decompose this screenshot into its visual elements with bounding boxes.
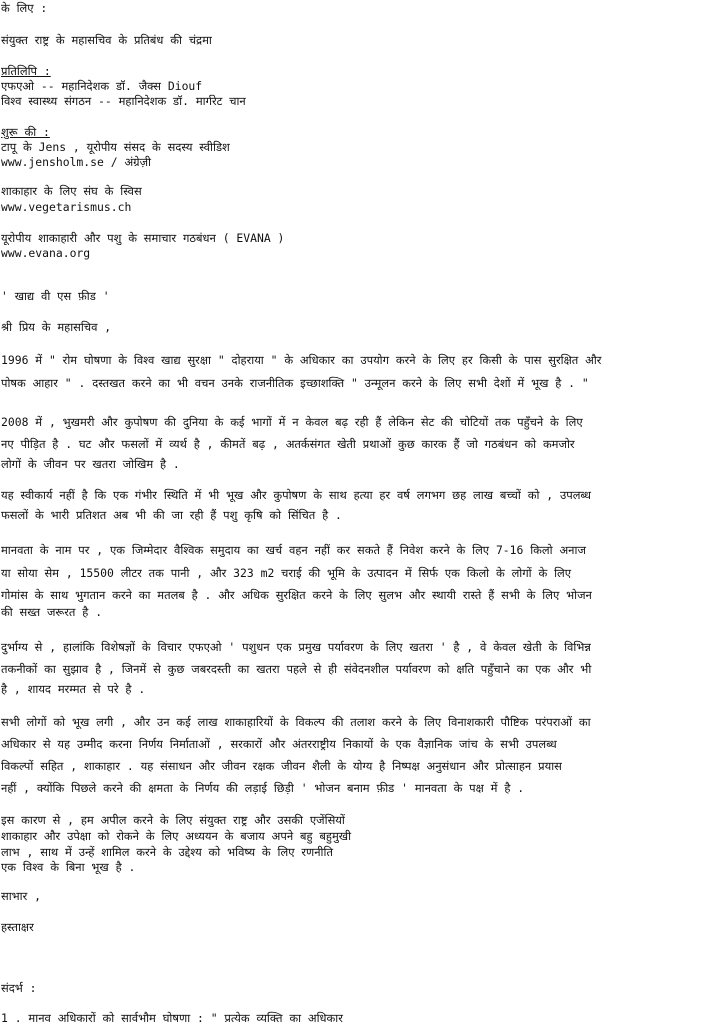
org-url: www.evana.org <box>1 246 91 260</box>
org-name: यूरोपीय शाकाहारी और पशु के समाचार गठबंधन ( EVANA ) <box>1 231 285 245</box>
body-line: तकनीकों का सुझाव है , जिनमें से कुछ जबरदस्ती का खतरा पहले से ही संवेदनशील पर्यावरण को क्षति पहुँचाने का एक और भी <box>1 662 592 676</box>
body-line: नहीं , क्योंकि पिछले करने की क्षमता के निर्णय की लड़ाई छिड़ी ' भोजन बनाम फ़ीड ' मानवता के पक्ष में है . <box>1 781 525 795</box>
body-line: विकल्पों सहित , शाकाहार . यह संसाधन और जीवन रक्षक जीवन शैली के योग्य है निष्पक्ष अनुसंधान और प्रोत्साहन प्रयास <box>1 759 562 773</box>
body-line: है , शायद मरम्मत से परे है . <box>1 682 146 696</box>
body-line: 1996 में " रोम घोषणा के विश्व खाद्य सुरक्षा " दोहराया " के अधिकार का उपयोग करने के लिए हर किसी के पास सुरक्षित और <box>1 353 602 367</box>
body-line: दुर्भाग्य से , हालांकि विशेषज्ञों के विचार एफएओ ' पशुधन एक प्रमुख पर्यावरण के लिए खतरा ' है , वे केवल खेती के विभिन्न <box>1 640 591 654</box>
body-line: लाभ , साथ में उन्हें शामिल करने के उद्देश्य को भविष्य के लिए रणनीति <box>1 845 333 859</box>
org-name: शाकाहार के लिए संघ के स्विस <box>1 184 142 198</box>
initiator-url: www.jensholm.se / अंग्रेज़ी <box>1 155 151 169</box>
body-line: इस कारण से , हम अपील करने के लिए संयुक्त राष्ट्र और उसकी एजेंसियों <box>1 813 345 827</box>
initiator-line: टापू के Jens , यूरोपीय संसद के सदस्य स्वीडिश <box>1 140 230 154</box>
references-label: संदर्भ : <box>1 981 37 995</box>
to-label: के लिए : <box>1 1 48 15</box>
body-line: 2008 में , भुखमरी और कुपोषण की दुनिया के कई भागों में न केवल बढ़ रही हैं लेकिन सेट की चोटियों तक पहुँचने के लिए <box>1 415 583 429</box>
salutation: श्री प्रिय के महासचिव , <box>1 320 112 334</box>
body-line: शाकाहार और उपेक्षा को रोकने के लिए अध्ययन के बजाय अपने बहु बहुमुखी <box>1 829 352 843</box>
subject-line: ' खाद्य वी एस फ़ीड ' <box>1 289 110 303</box>
org-url: www.vegetarismus.ch <box>1 200 132 214</box>
addressee: संयुक्त राष्ट्र के महासचिव के प्रतिबंध की चंद्रमा <box>1 33 212 47</box>
body-line: लोगों के जीवन पर खतरा जोखिम है . <box>1 457 180 471</box>
body-line: या सोया सेम , 15500 लीटर तक पानी , और 323 m2 चराई की भूमि के उत्पादन में सिर्फ एक किलो के लोगों के लिए <box>1 566 572 580</box>
body-line: सभी लोगों को भूख लगी , और उन कई लाख शाकाहारियों के विकल्प की तलाश करने के लिए विनाशकारी पौष्टिक परंपराओं का <box>1 715 591 729</box>
body-line: अधिकार से यह उम्मीद करना निर्णय निर्माताओं , सरकारों और अंतरराष्ट्रीय निकायों के एक वैज्ञानिक जांच के सभी उपलब्ध <box>1 737 557 751</box>
body-line: गोमांस के साथ भुगतान करने का मतलब है . और अधिक सुरक्षित करने के लिए सुलभ और स्थायी रास्ते हैं सभी के लिए भोजन <box>1 588 592 602</box>
body-line: एक विश्व के बिना भूख है . <box>1 860 136 874</box>
body-line: की सख्त जरूरत है . <box>1 605 103 619</box>
signature-label: हस्ताक्षर <box>1 920 34 934</box>
closing: साभार , <box>1 889 41 903</box>
reference-item: 1 . मानव अधिकारों को सार्वभौम घोषणा : " प्रत्येक व्यक्ति का अधिकार <box>1 1011 343 1025</box>
cc-label: प्रतिलिपि : <box>1 64 51 78</box>
cc-line: विश्व स्वास्थ्य संगठन -- महानिदेशक डॉ. मार्गरेट चान <box>1 94 246 108</box>
body-line: नए पीड़ित है . घट और फसलों में व्यर्थ है , कीमतें बढ़ , अतर्कसंगत खेती प्रथाओं कुछ कारक हैं जो गठबंधन को कमजोर <box>1 437 575 451</box>
body-line: पोषक आहार " . दस्तखत करने का भी वचन उनके राजनीतिक इच्छाशक्ति " उन्मूलन करने के लिए सभी देशों में भूख है . " <box>1 376 589 390</box>
cc-line: एफएओ -- महानिदेशक डॉ. जैक्स Diouf <box>1 79 203 93</box>
body-line: फसलों के भारी प्रतिशत अब भी की जा रही हैं पशु कृषि को सिंचित है . <box>1 508 342 522</box>
body-line: मानवता के नाम पर , एक जिम्मेदार वैश्विक समुदाय का खर्च वहन नहीं कर सकते हैं निवेश करने के लिए 7-16 किलो अनाज <box>1 543 586 557</box>
body-line: यह स्वीकार्य नहीं है कि एक गंभीर स्थिति में भी भूख और कुपोषण के साथ हत्या हर वर्ष लगभग छह लाख बच्चों को , उपलब्ध <box>1 488 592 502</box>
initiator-label: शुरू की : <box>1 125 50 139</box>
